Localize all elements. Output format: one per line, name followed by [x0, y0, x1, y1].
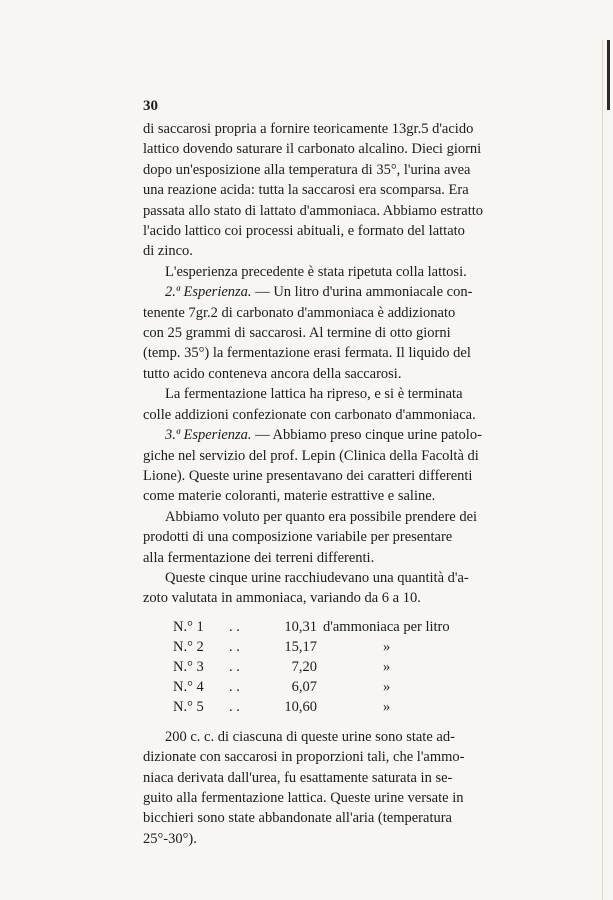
- text-line: — Un litro d'urina ammoniacale con-: [255, 284, 473, 301]
- text-line: lattico dovendo saturare il carbonato alcalino. Dieci giorni: [143, 141, 482, 158]
- paragraph-4: [143, 384, 531, 425]
- paragraph-2: L'esperienza precedente è stata ripetuta colla lattosi.: [165, 263, 467, 280]
- text-line: colle addizioni confezionate con carbonato d'ammoniaca.: [143, 406, 476, 423]
- sample-label: N.° 1: [173, 618, 204, 635]
- sample-value: 7,20: [291, 658, 317, 675]
- text-line: una reazione acida: tutta la saccarosi era scomparsa. Era: [143, 182, 469, 199]
- sample-unit: »: [383, 638, 391, 655]
- text-line: Abbiamo voluto per quanto era possibile prendere dei: [165, 508, 478, 525]
- text-line: passata allo stato di lattato d'ammoniaca. Abbiamo estratto: [143, 202, 484, 219]
- text-line: Queste cinque urine racchiudevano una quantità d'a-: [165, 569, 469, 586]
- leader-dots: . .: [229, 638, 240, 655]
- table-row: [173, 697, 531, 717]
- table-row: [173, 637, 531, 657]
- ammonia-table: [173, 617, 531, 717]
- sample-label: N.° 5: [173, 698, 204, 715]
- leader-dots: . .: [229, 698, 240, 715]
- paragraph-5: [143, 425, 531, 507]
- text-line: dopo un'esposizione alla temperatura di 35°, l'urina avea: [143, 161, 471, 178]
- sample-label: N.° 3: [173, 658, 204, 675]
- sample-unit: »: [383, 698, 391, 715]
- table-row: [173, 617, 531, 637]
- text-line: prodotti di una composizione variabile per presentare: [143, 529, 453, 546]
- experiment-label: 2.ª Esperienza.: [165, 284, 252, 301]
- sample-label: N.° 4: [173, 678, 204, 695]
- sample-unit: d'ammoniaca per litro: [323, 618, 450, 635]
- paragraph-8: [143, 727, 531, 849]
- text-line: bicchieri sono state abbandonate all'aria (temperatura: [143, 810, 452, 827]
- text-line: guito alla fermentazione lattica. Queste urine versate in: [143, 789, 464, 806]
- text-line: l'acido lattico coi processi abituali, e formato del lattato: [143, 223, 465, 240]
- text-line: 200 c. c. di ciascuna di queste urine sono state ad-: [165, 728, 455, 745]
- text-line: Lione). Queste urine presentavano dei caratteri differenti: [143, 467, 473, 484]
- text-line: La fermentazione lattica ha ripreso, e si è terminata: [165, 386, 463, 403]
- table-row: [173, 677, 531, 697]
- sample-value: 6,07: [291, 678, 317, 695]
- text-line: tenente 7gr.2 di carbonato d'ammoniaca è addizionato: [143, 304, 456, 321]
- text-line: niaca derivata dall'urea, fu esattamente saturata in se-: [143, 769, 453, 786]
- sample-unit: »: [383, 678, 391, 695]
- page-edge-mark: [607, 40, 610, 110]
- text-line: come materie coloranti, materie estrattive e saline.: [143, 488, 436, 505]
- text-line: alla fermentazione dei terreni differenti.: [143, 549, 375, 566]
- text-line: di saccarosi propria a fornire teoricamente 13gr.5 d'acido: [143, 121, 474, 137]
- text-line: giche nel servizio del prof. Lepin (Clinica della Facoltà di: [143, 447, 479, 464]
- sample-value: 10,60: [284, 698, 317, 715]
- page-edge-shadow: [602, 40, 603, 900]
- text-line: — Abbiamo preso cinque urine patolo-: [255, 427, 482, 444]
- text-line: di zinco.: [143, 243, 193, 260]
- text-line: tutto acido conteneva ancora della saccarosi.: [143, 365, 402, 382]
- experiment-label: 3.ª Esperienza.: [165, 427, 252, 444]
- table-row: [173, 657, 531, 677]
- text-line: zoto valutata in ammoniaca, variando da 6 a 10.: [143, 590, 421, 607]
- text-line: con 25 grammi di saccarosi. Al termine di otto giorni: [143, 325, 451, 342]
- sample-value: 15,17: [284, 638, 317, 655]
- paragraph-7: [143, 568, 531, 609]
- sample-value: 10,31: [284, 618, 317, 635]
- sample-label: N.° 2: [173, 638, 204, 655]
- book-page: [143, 96, 531, 849]
- leader-dots: . .: [229, 618, 240, 635]
- paragraph-3: [143, 282, 531, 384]
- text-line: (temp. 35°) la fermentazione erasi fermata. Il liquido del: [143, 345, 471, 362]
- paragraph-1: [143, 119, 531, 262]
- paragraph-6: [143, 507, 531, 568]
- sample-unit: »: [383, 658, 391, 675]
- leader-dots: . .: [229, 678, 240, 695]
- text-line: 25°-30°).: [143, 830, 197, 847]
- leader-dots: . .: [229, 658, 240, 675]
- text-line: dizionate con saccarosi in proporzioni tali, che l'ammo-: [143, 749, 465, 766]
- page-number: 30: [143, 98, 158, 114]
